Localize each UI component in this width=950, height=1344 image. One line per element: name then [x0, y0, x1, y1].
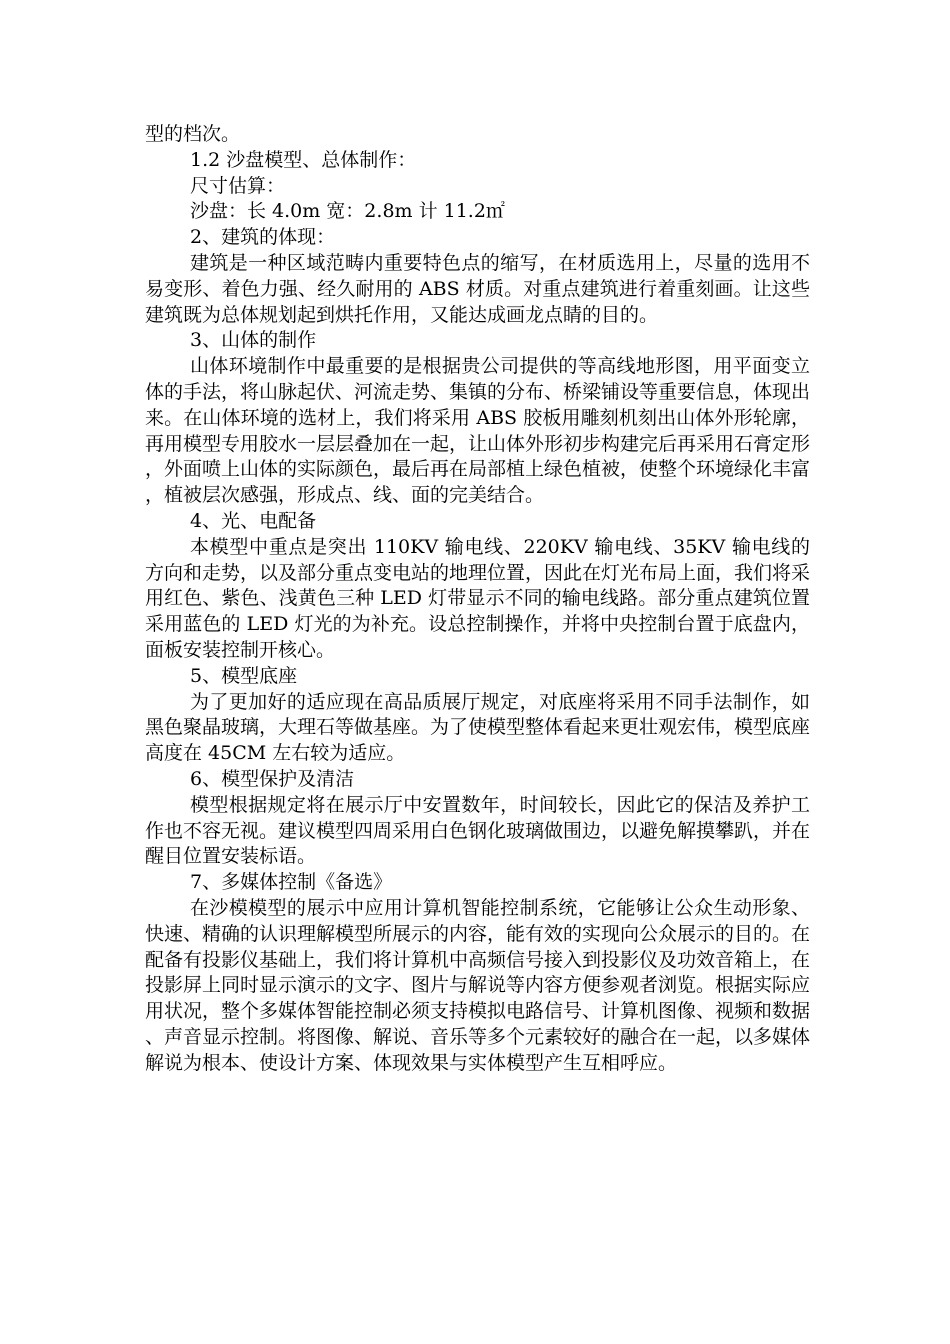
section-heading-protection: 6、模型保护及清洁: [190, 767, 355, 790]
section-heading-multimedia: 7、多媒体控制《备选》: [190, 871, 393, 894]
paragraph-buildings: 建筑是一种区域范畴内重要特色点的缩写，在材质选用上，尽量的选用不易变形、着色力强、经久耐用的 ABS 材质。对重点建筑进行着重刻画。让这些建筑既为总体规划起到烘托作用，又能达成画龙点睛的目的。: [145, 251, 810, 326]
paragraph-mountains: 山体环境制作中最重要的是根据贵公司提供的等高线地形图，用平面变立体的手法，将山脉起伏、河流走势、集镇的分布、桥梁铺设等重要信息，体现出来。在山体环境的选材上，我们将采用 ABS 胶板用雕刻机刻出山体外形轮廓，再用模型专用胶水一层层叠加在一起，让山体外形初步构建完后再采用石膏定形，外面喷上山体的实际颜色，最后再在局部植上绿色植被，使整个环境绿化丰富，植被层次感强，形成点、线、面的完美结合。: [145, 355, 811, 507]
section-heading-sand-table: 1.2 沙盘模型、总体制作：: [190, 148, 417, 171]
section-heading-buildings: 2、建筑的体现：: [190, 226, 336, 249]
section-heading-lighting: 4、光、电配备: [190, 509, 317, 532]
paragraph-continuation: 型的档次。: [145, 123, 241, 145]
section-heading-base: 5、模型底座: [190, 664, 298, 687]
paragraph-lighting: 本模型中重点是突出 110KV 输电线、220KV 输电线、35KV 输电线的方向和走势，以及部分重点变电站的地理位置，因此在灯光布局上面，我们将采用红色、紫色、浅黄色三种 LED 灯带显示不同的输电线路。部分重点建筑位置采用蓝色的 LED 灯光的为补充。设总控制操作，并将中央控制台置于底盘内，面板安装控制开核心。: [145, 535, 811, 661]
sand-table-dimensions: 沙盘：长 4.0m 宽：2.8m 计 11.2㎡: [190, 200, 505, 223]
paragraph-base: 为了更加好的适应现在高品质展厅规定，对底座将采用不同手法制作，如黑色聚晶玻璃，大理石等做基座。为了使模型整体看起来更壮观宏伟，模型底座高度在 45CM 左右较为适应。: [145, 690, 811, 765]
document-body: [145, 122, 810, 1076]
paragraph-protection: 模型根据规定将在展示厅中安置数年，时间较长，因此它的保洁及养护工作也不容无视。建议模型四周采用白色钢化玻璃做围边，以避免解摸攀趴，并在醒目位置安装标语。: [145, 793, 811, 868]
paragraph-multimedia: 在沙模模型的展示中应用计算机智能控制系统，它能够让公众生动形象、快速、精确的认识理解模型所展示的内容，能有效的实现向公众展示的目的。在配备有投影仪基础上，我们将计算机中高频信号接入到投影仪及功效音箱上，在投影屏上同时显示演示的文字、图片与解说等内容方便参观者浏览。根据实际应用状况，整个多媒体智能控制必须支持模拟电路信号、计算机图像、视频和数据、声音显示控制。将图像、解说、音乐等多个元素较好的融合在一起，以多媒体解说为根本、使设计方案、体现效果与实体模型产生互相呼应。: [145, 896, 811, 1074]
size-estimate-label: 尺寸估算：: [190, 174, 286, 197]
section-heading-mountains: 3、山体的制作: [190, 329, 317, 352]
